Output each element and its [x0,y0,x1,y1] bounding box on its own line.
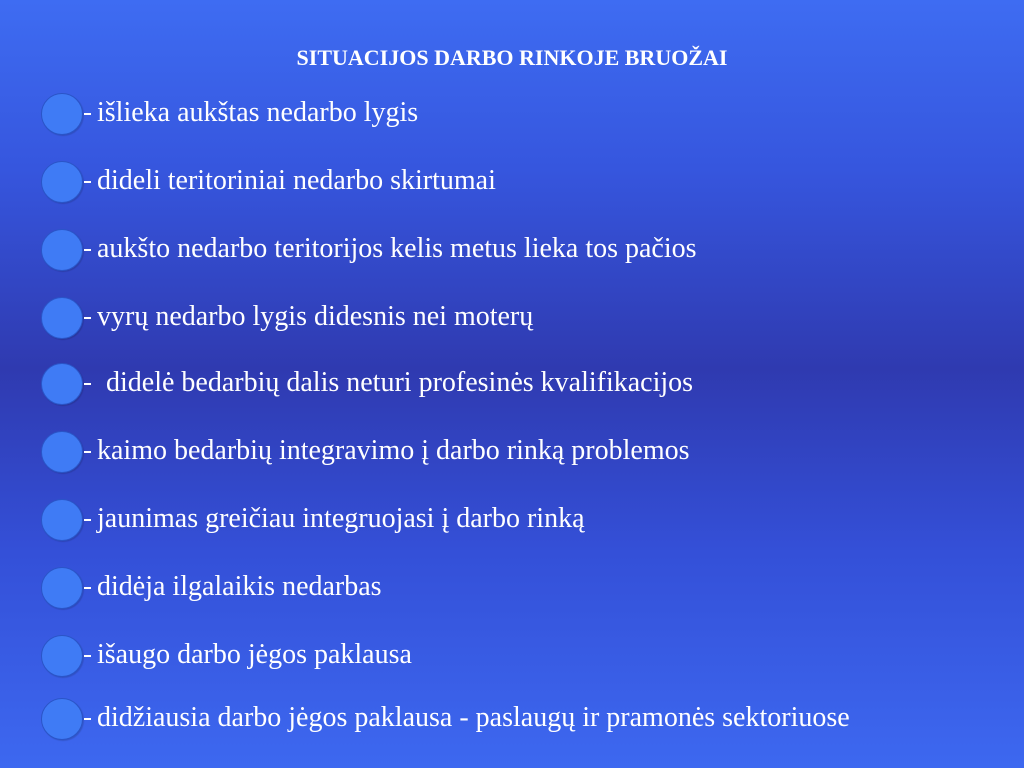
dash-icon [84,317,91,319]
list-item [0,359,1024,409]
circle-bullet-icon [41,431,83,473]
circle-bullet-icon [41,635,83,677]
dash-icon [84,249,91,251]
circle-bullet-icon [41,229,83,271]
dash-icon [84,451,91,453]
list-item-text: išaugo darbo jėgos paklausa [97,639,412,670]
slide-title: SITUACIJOS DARBO RINKOJE BRUOŽAI [296,45,728,70]
list-item [0,563,1024,613]
circle-bullet-icon [41,567,83,609]
list-item-text: aukšto nedarbo teritorijos kelis metus lieka tos pačios [97,233,697,264]
dash-icon [84,718,91,720]
list-item [0,225,1024,275]
circle-bullet-icon [41,93,83,135]
list-item-text: jaunimas greičiau integruojasi į darbo rinką [97,503,585,534]
list-item-text: dideli teritoriniai nedarbo skirtumai [97,165,496,196]
list-item [0,157,1024,207]
list-item [0,694,1024,744]
list-item-text: vyrų nedarbo lygis didesnis nei moterų [97,301,534,332]
list-item [0,495,1024,545]
circle-bullet-icon [41,297,83,339]
list-item-text: išlieka aukštas nedarbo lygis [97,97,419,128]
dash-icon [84,113,91,115]
dash-icon [84,383,91,385]
dash-icon [84,587,91,589]
circle-bullet-icon [41,363,83,405]
circle-bullet-icon [41,499,83,541]
list-item-text: didėja ilgalaikis nedarbas [97,571,382,602]
list-item-text: kaimo bedarbių integravimo į darbo rinką problemos [97,435,690,466]
dash-icon [84,519,91,521]
circle-bullet-icon [41,161,83,203]
dash-icon [84,181,91,183]
dash-icon [84,655,91,657]
list-item [0,293,1024,343]
list-item [0,427,1024,477]
list-item [0,89,1024,139]
list-item-text: didžiausia darbo jėgos paklausa - paslaugų ir pramonės sektoriuose [97,702,850,733]
list-item-text: didelė bedarbių dalis neturi profesinės kvalifikacijos [106,367,694,398]
list-item [0,631,1024,681]
circle-bullet-icon [41,698,83,740]
